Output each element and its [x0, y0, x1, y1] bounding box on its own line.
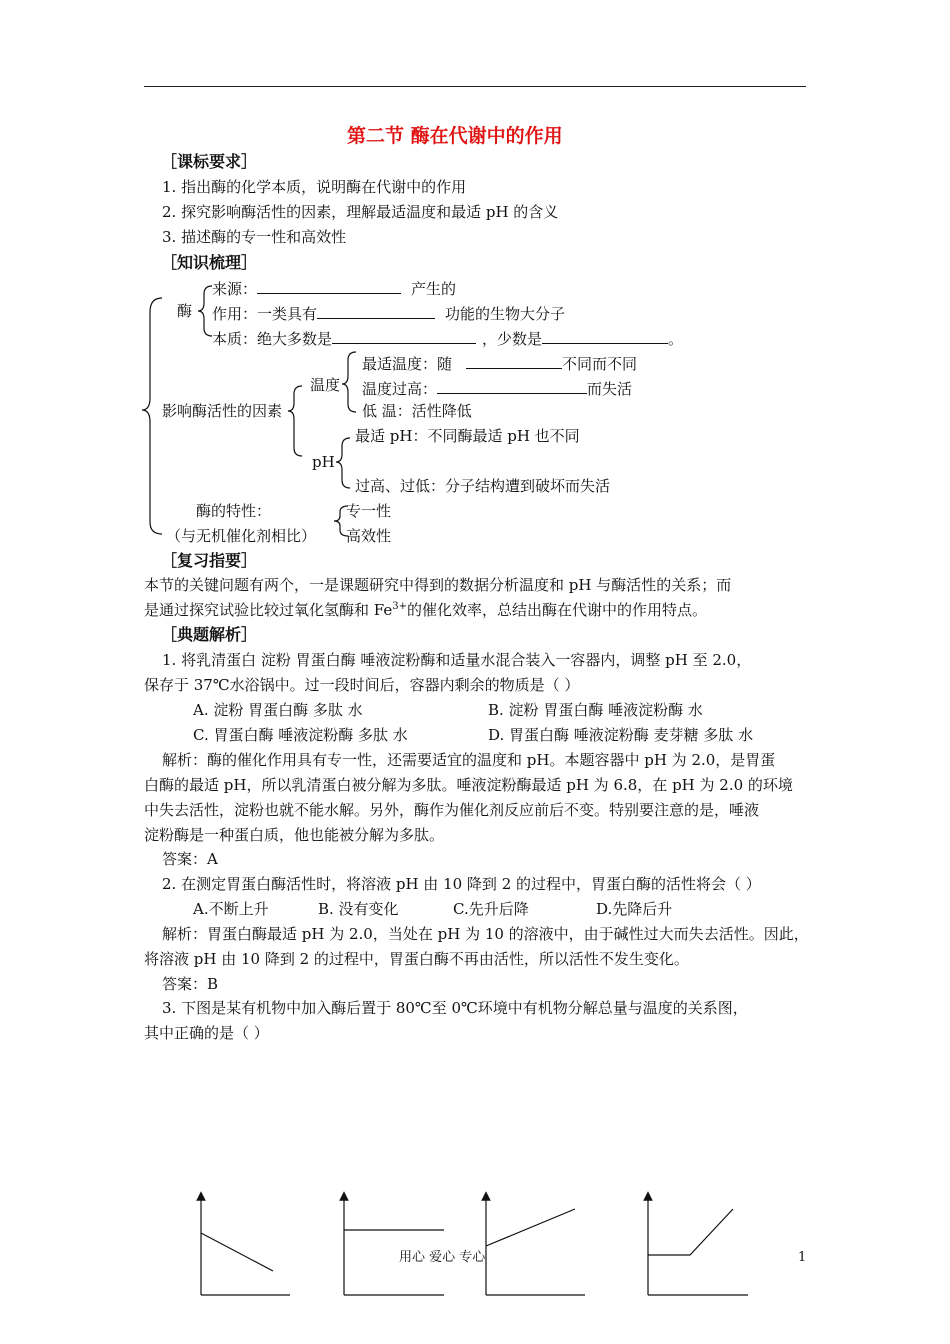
graph-a-curve	[201, 1233, 273, 1271]
superscript: 3+	[392, 601, 407, 612]
question-1-analysis: 中失去活性，淀粉也就不能水解。另外，酶作为催化剂反应前后不变。特别要注意的是，唾液	[144, 801, 760, 819]
question-2-answer: 答案：B	[162, 975, 219, 993]
question-3-text: 3. 下图是某有机物中加入酶后置于 80℃至 0℃环境中有机物分解总量与温度的关系图，	[162, 999, 748, 1017]
property-efficiency: 高效性	[346, 527, 392, 545]
section-heading-review: ［复习指要］	[161, 551, 258, 570]
question-1-option-d: D. 胃蛋白酶 唾液淀粉酶 麦芽糖 多肽 水	[488, 726, 754, 744]
question-2-text: 2. 在测定胃蛋白酶活性时，将溶液 pH 由 10 降到 2 的过程中，胃蛋白酶的活性将会（ ）	[162, 875, 761, 893]
question-2-analysis: 将溶液 pH 由 10 降到 2 的过程中，胃蛋白酶不再由活性，所以活性不发生变化。	[144, 950, 689, 968]
temperature-label: 温度	[310, 376, 341, 394]
opt-temp-label: 最适温度：随	[362, 355, 453, 373]
review-line: 本节的关键问题有两个，一是课题研究中得到的数据分析温度和 pH 与酶活性的关系；而	[144, 576, 732, 594]
graph-d-curve	[648, 1209, 733, 1255]
question-1-option-a: A. 淀粉 胃蛋白酶 多肽 水	[193, 701, 363, 719]
extreme-ph: 过高、过低：分子结构遭到破坏而失活	[355, 477, 611, 495]
enzyme-label: 酶	[177, 302, 193, 320]
question-2-option-c: C.先升后降	[453, 900, 529, 918]
requirement-item: 3. 描述酶的专一性和高效性	[162, 228, 347, 246]
section-heading-examples: ［典题解析］	[161, 625, 258, 644]
graph-d	[648, 1196, 748, 1295]
graph-b	[344, 1196, 444, 1295]
question-2-option-a: A.不断上升	[193, 900, 269, 918]
property-specificity: 专一性	[346, 502, 392, 520]
low-temperature: 低 温：活性降低	[362, 402, 472, 420]
question-3-text: 其中正确的是（ ）	[144, 1024, 269, 1042]
high-temp-label: 温度过高：	[362, 380, 438, 398]
optimal-ph: 最适 pH：不同酶最适 pH 也不同	[355, 427, 580, 445]
question-1-text: 保存于 37℃水浴锅中。过一段时间后，容器内剩余的物质是（ ）	[144, 676, 580, 694]
question-2-option-b: B. 没有变化	[318, 900, 399, 918]
factors-label: 影响酶活性的因素	[162, 402, 283, 420]
ph-label: pH	[312, 453, 335, 471]
question-1-analysis: 淀粉酶是一种蛋白质，他也能被分解为多肽。	[144, 826, 445, 844]
high-temp-tail: 而失活	[587, 380, 633, 398]
review-text: 的催化效率，总结出酶在代谢中的作用特点。	[406, 601, 707, 619]
nature-mid: ，少数是	[482, 330, 543, 348]
question-1-text: 1. 将乳清蛋白 淀粉 胃蛋白酶 唾液淀粉酶和适量水混合装入一容器内，调整 pH 至 2.0，	[162, 651, 752, 669]
function-tail: 功能的生物大分子	[445, 305, 566, 323]
properties-note: （与无机催化剂相比）	[166, 527, 317, 545]
requirement-item: 2. 探究影响酶活性的因素，理解最适温度和最适 pH 的含义	[162, 203, 559, 221]
question-1-option-c: C. 胃蛋白酶 唾液淀粉酶 多肽 水	[193, 726, 408, 744]
nature-end: 。	[668, 330, 684, 348]
function-label: 作用：一类具有	[212, 305, 318, 323]
review-text: 是通过探究试验比较过氧化氢酶和 Fe	[144, 601, 393, 619]
question-1-option-b: B. 淀粉 胃蛋白酶 唾液淀粉酶 水	[488, 701, 703, 719]
opt-temp-tail: 不同而不同	[562, 355, 638, 373]
graph-c-curve	[486, 1209, 575, 1246]
source-label: 来源：	[212, 280, 258, 298]
footer-motto: 用心 爱心 专心	[399, 1250, 486, 1265]
graph-a	[201, 1196, 290, 1295]
properties-label: 酶的特性：	[196, 502, 272, 520]
question-1-analysis: 白酶的最适 pH，所以乳清蛋白被分解为多肽。唾液淀粉酶最适 pH 为 6.8，在 pH 为 2.0 的环境	[144, 776, 793, 794]
section-heading-knowledge: ［知识梳理］	[161, 253, 258, 272]
nature-label: 本质：绝大多数是	[212, 330, 333, 348]
question-1-analysis: 解析：酶的催化作用具有专一性，还需要适宜的温度和 pH。本题容器中 pH 为 2.0，是胃蛋	[162, 751, 776, 769]
requirement-item: 1. 指出酶的化学本质，说明酶在代谢中的作用	[162, 178, 467, 196]
question-2-option-d: D.先降后升	[596, 900, 673, 918]
graph-c	[486, 1196, 585, 1295]
question-2-analysis: 解析：胃蛋白酶最适 pH 为 2.0，当处在 pH 为 10 的溶液中，由于碱性过大而失去活性。因此，	[162, 925, 809, 943]
source-tail: 产生的	[411, 280, 457, 298]
page-title: 第二节 酶在代谢中的作用	[347, 125, 563, 147]
question-1-answer: 答案：A	[162, 850, 218, 868]
page-number: 1	[798, 1250, 807, 1265]
section-heading-requirements: ［课标要求］	[161, 152, 258, 171]
